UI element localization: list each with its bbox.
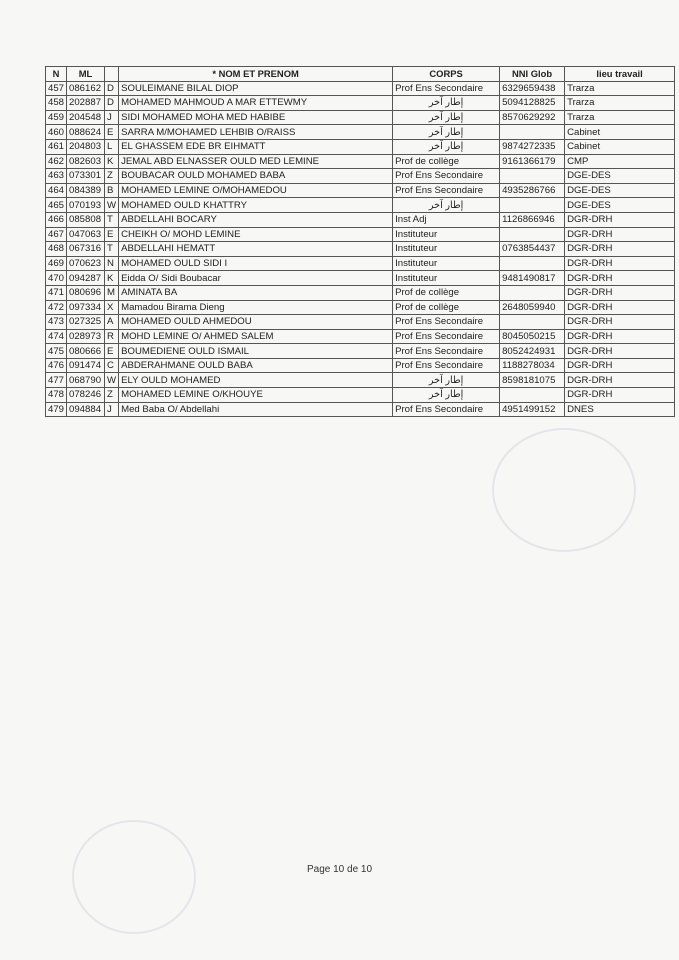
- ml-code-cell: 067316: [67, 242, 105, 257]
- ml-code-cell: 094287: [67, 271, 105, 286]
- corps-cell: Prof Ens Secondaire: [393, 169, 500, 184]
- ml-letter-cell: E: [105, 227, 119, 242]
- corps-cell: Prof de collège: [393, 154, 500, 169]
- nni-glob-cell: 8045050215: [500, 329, 565, 344]
- ml-letter-cell: W: [105, 373, 119, 388]
- nni-glob-cell: [500, 285, 565, 300]
- table-row: [46, 300, 675, 315]
- corps-cell: Prof Ens Secondaire: [393, 329, 500, 344]
- workplace-cell: DGR-DRH: [565, 285, 675, 300]
- ml-letter-cell: Z: [105, 169, 119, 184]
- corps-cell: Prof Ens Secondaire: [393, 402, 500, 417]
- row-number-cell: 479: [46, 402, 67, 417]
- table-row: [46, 198, 675, 213]
- row-number-cell: 478: [46, 388, 67, 403]
- full-name-cell: MOHAMED OULD AHMEDOU: [119, 315, 393, 330]
- row-number-cell: 472: [46, 300, 67, 315]
- faded-official-stamp: [72, 820, 196, 934]
- ml-code-cell: 068790: [67, 373, 105, 388]
- corps-cell: إطار آخر: [393, 96, 500, 111]
- corps-cell: Instituteur: [393, 256, 500, 271]
- corps-cell: إطار آخر: [393, 198, 500, 213]
- full-name-cell: JEMAL ABD ELNASSER OULD MED LEMINE: [119, 154, 393, 169]
- table-row: [46, 169, 675, 184]
- full-name-cell: BOUBACAR OULD MOHAMED BABA: [119, 169, 393, 184]
- corps-cell: Prof Ens Secondaire: [393, 81, 500, 96]
- nni-glob-cell: [500, 256, 565, 271]
- ml-letter-cell: K: [105, 271, 119, 286]
- faded-official-stamp: [492, 428, 636, 552]
- workplace-cell: DGR-DRH: [565, 358, 675, 373]
- ml-letter-cell: W: [105, 198, 119, 213]
- full-name-cell: SARRA M/MOHAMED LEHBIB O/RAISS: [119, 125, 393, 140]
- full-name-cell: SIDI MOHAMED MOHA MED HABIBE: [119, 110, 393, 125]
- full-name-cell: SOULEIMANE BILAL DIOP: [119, 81, 393, 96]
- ml-code-cell: 027325: [67, 315, 105, 330]
- ml-code-cell: 204548: [67, 110, 105, 125]
- col-header-workplace: lieu travail: [565, 67, 675, 82]
- ml-code-cell: 094884: [67, 402, 105, 417]
- row-number-cell: 471: [46, 285, 67, 300]
- ml-letter-cell: L: [105, 139, 119, 154]
- ml-code-cell: 086162: [67, 81, 105, 96]
- corps-cell: Prof Ens Secondaire: [393, 344, 500, 359]
- full-name-cell: MOHAMED OULD KHATTRY: [119, 198, 393, 213]
- ml-letter-cell: Z: [105, 388, 119, 403]
- ml-letter-cell: X: [105, 300, 119, 315]
- table-row: [46, 110, 675, 125]
- workplace-cell: DGE-DES: [565, 198, 675, 213]
- col-header-corps: CORPS: [393, 67, 500, 82]
- row-number-cell: 465: [46, 198, 67, 213]
- col-header-letter: [105, 67, 119, 82]
- workplace-cell: DGR-DRH: [565, 256, 675, 271]
- corps-cell: Instituteur: [393, 227, 500, 242]
- full-name-cell: BOUMEDIENE OULD ISMAIL: [119, 344, 393, 359]
- nni-glob-cell: 9481490817: [500, 271, 565, 286]
- nni-glob-cell: 0763854437: [500, 242, 565, 257]
- col-header-n: N: [46, 67, 67, 82]
- table-row: [46, 358, 675, 373]
- table-row: [46, 227, 675, 242]
- full-name-cell: MOHAMED OULD SIDI I: [119, 256, 393, 271]
- ml-code-cell: 078246: [67, 388, 105, 403]
- ml-code-cell: 070193: [67, 198, 105, 213]
- workplace-cell: Trarza: [565, 110, 675, 125]
- workplace-cell: DGR-DRH: [565, 344, 675, 359]
- row-number-cell: 473: [46, 315, 67, 330]
- workplace-cell: Cabinet: [565, 125, 675, 140]
- nni-glob-cell: 4935286766: [500, 183, 565, 198]
- ml-letter-cell: N: [105, 256, 119, 271]
- workplace-cell: Trarza: [565, 81, 675, 96]
- workplace-cell: DGE-DES: [565, 169, 675, 184]
- ml-code-cell: 202887: [67, 96, 105, 111]
- corps-cell: Prof Ens Secondaire: [393, 183, 500, 198]
- corps-cell: إطار آخر: [393, 139, 500, 154]
- workplace-cell: CMP: [565, 154, 675, 169]
- corps-cell: Inst Adj: [393, 212, 500, 227]
- ml-letter-cell: A: [105, 315, 119, 330]
- col-header-ml: ML: [67, 67, 105, 82]
- nni-glob-cell: 4951499152: [500, 402, 565, 417]
- ml-code-cell: 080696: [67, 285, 105, 300]
- workplace-cell: DGE-DES: [565, 183, 675, 198]
- full-name-cell: EL GHASSEM EDE BR EIHMATT: [119, 139, 393, 154]
- corps-cell: Prof Ens Secondaire: [393, 358, 500, 373]
- nni-glob-cell: 8570629292: [500, 110, 565, 125]
- ml-letter-cell: J: [105, 110, 119, 125]
- corps-cell: Instituteur: [393, 242, 500, 257]
- full-name-cell: ABDELLAHI BOCARY: [119, 212, 393, 227]
- corps-cell: Prof de collège: [393, 300, 500, 315]
- full-name-cell: ELY OULD MOHAMED: [119, 373, 393, 388]
- corps-cell: إطار آخر: [393, 110, 500, 125]
- table-row: [46, 81, 675, 96]
- nni-glob-cell: [500, 227, 565, 242]
- full-name-cell: Eidda O/ Sidi Boubacar: [119, 271, 393, 286]
- table-row: [46, 96, 675, 111]
- ml-code-cell: 204803: [67, 139, 105, 154]
- full-name-cell: Med Baba O/ Abdellahi: [119, 402, 393, 417]
- row-number-cell: 474: [46, 329, 67, 344]
- table-header-row: [46, 67, 675, 82]
- workplace-cell: DGR-DRH: [565, 329, 675, 344]
- full-name-cell: MOHD LEMINE O/ AHMED SALEM: [119, 329, 393, 344]
- table-row: [46, 183, 675, 198]
- ml-code-cell: 070623: [67, 256, 105, 271]
- col-header-nni: NNI Glob: [500, 67, 565, 82]
- table-body: [46, 81, 675, 417]
- row-number-cell: 470: [46, 271, 67, 286]
- ml-code-cell: 097334: [67, 300, 105, 315]
- full-name-cell: Mamadou Birama Dieng: [119, 300, 393, 315]
- ml-code-cell: 028973: [67, 329, 105, 344]
- ml-letter-cell: D: [105, 96, 119, 111]
- nni-glob-cell: [500, 125, 565, 140]
- nni-glob-cell: [500, 198, 565, 213]
- row-number-cell: 477: [46, 373, 67, 388]
- table-row: [46, 212, 675, 227]
- ml-code-cell: 091474: [67, 358, 105, 373]
- corps-cell: Instituteur: [393, 271, 500, 286]
- workplace-cell: DGR-DRH: [565, 212, 675, 227]
- table-row: [46, 402, 675, 417]
- table-row: [46, 139, 675, 154]
- ml-code-cell: 085808: [67, 212, 105, 227]
- row-number-cell: 458: [46, 96, 67, 111]
- row-number-cell: 469: [46, 256, 67, 271]
- ml-code-cell: 080666: [67, 344, 105, 359]
- table-row: [46, 242, 675, 257]
- table-row: [46, 285, 675, 300]
- ml-letter-cell: E: [105, 344, 119, 359]
- row-number-cell: 463: [46, 169, 67, 184]
- workplace-cell: DGR-DRH: [565, 242, 675, 257]
- ml-letter-cell: K: [105, 154, 119, 169]
- table-row: [46, 271, 675, 286]
- row-number-cell: 466: [46, 212, 67, 227]
- ml-letter-cell: T: [105, 212, 119, 227]
- col-header-name: * NOM ET PRENOM: [119, 67, 393, 82]
- staff-roster-table: [45, 66, 675, 417]
- full-name-cell: MOHAMED MAHMOUD A MAR ETTEWMY: [119, 96, 393, 111]
- workplace-cell: Trarza: [565, 96, 675, 111]
- table-row: [46, 125, 675, 140]
- nni-glob-cell: 2648059940: [500, 300, 565, 315]
- row-number-cell: 464: [46, 183, 67, 198]
- page-number: Page 10 de 10: [306, 864, 373, 875]
- corps-cell: إطار آخر: [393, 373, 500, 388]
- corps-cell: Prof Ens Secondaire: [393, 315, 500, 330]
- full-name-cell: MOHAMED LEMINE O/KHOUYE: [119, 388, 393, 403]
- full-name-cell: ABDERAHMANE OULD BABA: [119, 358, 393, 373]
- table-row: [46, 315, 675, 330]
- row-number-cell: 462: [46, 154, 67, 169]
- nni-glob-cell: 9161366179: [500, 154, 565, 169]
- row-number-cell: 459: [46, 110, 67, 125]
- ml-letter-cell: D: [105, 81, 119, 96]
- row-number-cell: 467: [46, 227, 67, 242]
- corps-cell: Prof de collège: [393, 285, 500, 300]
- full-name-cell: AMINATA BA: [119, 285, 393, 300]
- ml-letter-cell: C: [105, 358, 119, 373]
- ml-letter-cell: E: [105, 125, 119, 140]
- ml-letter-cell: M: [105, 285, 119, 300]
- workplace-cell: Cabinet: [565, 139, 675, 154]
- ml-code-cell: 084389: [67, 183, 105, 198]
- nni-glob-cell: 5094128825: [500, 96, 565, 111]
- ml-letter-cell: J: [105, 402, 119, 417]
- full-name-cell: CHEIKH O/ MOHD LEMINE: [119, 227, 393, 242]
- workplace-cell: DNES: [565, 402, 675, 417]
- workplace-cell: DGR-DRH: [565, 227, 675, 242]
- row-number-cell: 461: [46, 139, 67, 154]
- nni-glob-cell: 1188278034: [500, 358, 565, 373]
- row-number-cell: 457: [46, 81, 67, 96]
- workplace-cell: DGR-DRH: [565, 300, 675, 315]
- nni-glob-cell: 1126866946: [500, 212, 565, 227]
- ml-code-cell: 082603: [67, 154, 105, 169]
- ml-code-cell: 073301: [67, 169, 105, 184]
- table-row: [46, 388, 675, 403]
- workplace-cell: DGR-DRH: [565, 315, 675, 330]
- table-row: [46, 154, 675, 169]
- nni-glob-cell: 9874272335: [500, 139, 565, 154]
- corps-cell: إطار آخر: [393, 125, 500, 140]
- nni-glob-cell: 6329659438: [500, 81, 565, 96]
- ml-code-cell: 047063: [67, 227, 105, 242]
- table-row: [46, 256, 675, 271]
- nni-glob-cell: [500, 388, 565, 403]
- table-row: [46, 344, 675, 359]
- workplace-cell: DGR-DRH: [565, 388, 675, 403]
- workplace-cell: DGR-DRH: [565, 373, 675, 388]
- nni-glob-cell: 8052424931: [500, 344, 565, 359]
- ml-letter-cell: B: [105, 183, 119, 198]
- table-row: [46, 329, 675, 344]
- corps-cell: إطار آخر: [393, 388, 500, 403]
- full-name-cell: ABDELLAHI HEMATT: [119, 242, 393, 257]
- full-name-cell: MOHAMED LEMINE O/MOHAMEDOU: [119, 183, 393, 198]
- table-row: [46, 373, 675, 388]
- workplace-cell: DGR-DRH: [565, 271, 675, 286]
- row-number-cell: 468: [46, 242, 67, 257]
- row-number-cell: 475: [46, 344, 67, 359]
- row-number-cell: 460: [46, 125, 67, 140]
- row-number-cell: 476: [46, 358, 67, 373]
- ml-letter-cell: T: [105, 242, 119, 257]
- ml-code-cell: 088624: [67, 125, 105, 140]
- nni-glob-cell: 8598181075: [500, 373, 565, 388]
- nni-glob-cell: [500, 169, 565, 184]
- ml-letter-cell: R: [105, 329, 119, 344]
- nni-glob-cell: [500, 315, 565, 330]
